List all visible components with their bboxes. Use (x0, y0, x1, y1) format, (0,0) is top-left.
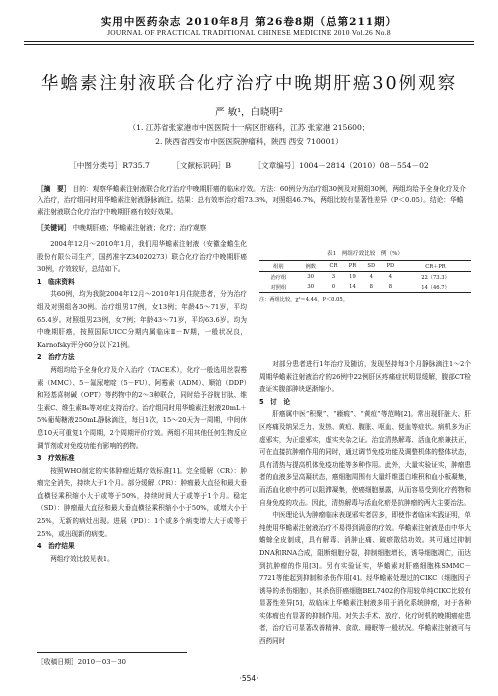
received-date: ［收稿日期］2010－03－30 (37, 652, 187, 666)
paragraph: 2004年12月～2010年1月，我们用华蟾素注射液（安徽金蟾生化股份有限公司生产，国药准字Z34020273）联合化疗治疗中晚期肝癌30例，疗效较好，总结如下。 (37, 240, 247, 274)
table-cell: 14 (349, 284, 356, 290)
table-cell: 30 (307, 284, 315, 290)
table-header-cell: PD (386, 263, 395, 269)
table-cell: 8 (369, 284, 373, 290)
table-note: 注：两组比较，χ²＝4.44，P＜0.05。 (259, 297, 348, 303)
abstract (37, 184, 470, 218)
table-header-cell: SD (367, 263, 376, 269)
table-cell: 对照组 (270, 284, 287, 291)
paragraph: 共60例，均为我院2004年12月～2010年1月住院患者，分为治疗组及对照组各30例。治疗组男17例，女13例；年龄45～71岁，平均65.4岁。对照组男23例，女7例；年龄43～71岁，平均63.6岁。均为中晚期肝癌，按照国际UICC分期内属临床Ⅱ－Ⅳ期，一般状况良，Karnofsky评分60分以下21例。 (37, 290, 247, 349)
section-heading: 1 临床资料 (37, 277, 75, 286)
journal-header-cn: 实用中医药杂志 2010年8月 第26卷8期（总第211期） (100, 16, 398, 28)
table-cell: 8 (388, 284, 393, 290)
paragraph: 按照WHO制定的实体肿瘤近期疗效标准[1]。完全缓解（CR）：肿瘤完全消失，持续大于1个月。部分缓解（PR）：肿瘤最大直径和最大垂直横径乘积缩小大于或等于50%，持续时间大于或等于1个月。稳定（SD）：肿瘤最大直径和最大垂直横径乘积缩小小于50%，或增大小于25%，无新的病灶出现。进展（PD）：1个或多个病变增大大于或等于25%，或出现新的病变。 (37, 466, 247, 538)
section-heading: 4 治疗结果 (37, 542, 75, 551)
table-header-cell: 组别 (273, 263, 284, 270)
affiliation-2: 2. 陕西省西安市中医医院肿瘤科，陕西 西安 710001） (155, 137, 343, 146)
keywords (37, 222, 470, 232)
table-body (259, 272, 471, 293)
table-row (259, 282, 471, 293)
table-header-row (259, 261, 471, 272)
abstract-text: 目的：观察华蟾素注射液联合化疗治疗中晚期肝癌的临床疗效。方法：60例分为治疗组30例及对照组30例，两组均给予全身化疗及介入治疗，治疗组同时用华蟾素注射液静脉滴注。结果：总有效率治疗组73.3%，对照组46.7%，两组比较有显著性差异（P＜0.05）。结论：华蟾素注射液联合化疗治疗中晚期肝癌有较好效果。 (37, 185, 466, 216)
paragraph: 两组均给予全身化疗及介入治疗（TACE术），化疗一般选用丝裂霉素（MMC）、5－氟尿嘧啶（5－FU）、阿霉素（ADM）、顺铂（DDP）和羟基喜树碱（OPT）等药物中的2～3种联合，同时给予谷胱甘肽、维生素C、维生素B₆等对症支持治疗。治疗组同时用华蟾素注射液20mL＋5%葡萄糖液250mL静脉滴注，每日1次，15～20天为一周期，中间休息10天可重复1个周期，2个周期评价疗效。两组不用其他任何生物反应调节剂或对免疫功能有影响的药物。 (37, 365, 247, 450)
table-cell: 治疗组 (270, 274, 287, 281)
clc-number: ［中图分类号］R735.7 (69, 161, 150, 170)
paragraph: 中医理论认为肿瘤临床表现邪实者居多，即使作者临床实践证明，单纯使用华蟾素注射液治疗不易得到满意的疗效。华蟾素注射液是由中华大蟾蜍全皮制成，具有解毒、消肿止痛、破瘀散结功效。其可通过抑制DNA和RNA合成，阻断细胞分裂，抑制细胞增长，诱导细胞凋亡，而达到抗肿瘤的作用[3]。另有实验证实，华蟾素对肝癌细胞株SMMC－7721等能起到抑制和杀伤作用[4]。经华蟾素处理过的CIKC（细胞因子诱导的杀伤细胞），其杀伤肝癌细胞BEL7402的作用较单纯CIKC比较有显著性差异[5]，故临床上华蟾素注射液多用于消化系统肿瘤，对于各种实体瘤也有显著的抑制作用。对失去手术、放疗、化疗时机的晚期癌症患者，治疗后可显著改善精神、食欲、睡眠等一般状况。华蟾素注射液可与西药同时 (259, 511, 471, 646)
table-cell: 4 (388, 274, 393, 280)
table-row (259, 272, 471, 283)
paragraph: 两组疗效比较见表1。 (50, 554, 114, 563)
abstract-label: ［摘 要］ (37, 185, 71, 193)
section-heading: 3 疗效标准 (37, 454, 75, 463)
table-header-cell: 例数 (305, 263, 316, 270)
header-rule-thin (24, 44, 474, 45)
paragraph: 肝癌属中医“积聚”、“癥瘕”、“黄疸”等范畴[2]。常出现肝脏大、肝区疼痛及纳呆乏力、发热、黄疸、腹胀、呕血、便血等症状。病机多为正虚邪实，为正虚邪实，虚实夹杂之证。治宜清热解毒、活血化瘀兼扶正，可在直接抗肿瘤作用的同时，通过调节免疫功能及调整机体的整体状态，具有清热与提高机体免疫功能等多种作用。此外，大量实验证实，肿瘤患者的血液多呈高凝状态，癌细胞周围有大量纤维蛋白堆积和血小板凝集，而活血化瘀中药可以阻滞凝集，使癌细胞暴露，从而容易受到化疗药物和自身免疫的攻击。因此，清热解毒与活血化瘀是抗肿瘤的两大主要治法。 (259, 410, 471, 507)
keywords-text: 中晚期肝癌；华蟾素注射液；化疗；治疗观察 (72, 224, 207, 232)
classification-line (0, 160, 498, 171)
article-title: 华蟾素注射液联合化疗治疗中晚期肝癌30例观察 (40, 74, 458, 94)
table-cell: 19 (349, 274, 356, 280)
table-cell: 22（73.3） (421, 274, 450, 281)
keywords-label: ［关键词］ (37, 224, 71, 232)
affiliation-1: （1. 江苏省张家港市中医医院十一病区肝癌科，江苏 张家港 215600； (128, 123, 370, 132)
right-column (259, 358, 471, 648)
table-header-cell: CR＋PR (425, 263, 446, 270)
paragraph: 对部分患者进行1年治疗及随访，发现坚持每3个月静脉滴注1～2个周期华蟾素注射液治疗的26例中22例肝区疼痛症状明显缓解，腹部CT检查证实腹部肿块逐渐缩小。 (259, 360, 471, 394)
authors: 严 敏¹，白晓明² (215, 107, 283, 118)
section-heading: 5 讨 论 (259, 397, 290, 406)
table-header-cell: PR (348, 263, 357, 269)
table-cell: 3 (331, 274, 336, 280)
left-column (37, 238, 247, 565)
table-header-cell: CR (329, 263, 338, 269)
section-heading: 2 治疗方法 (37, 353, 75, 362)
table-cell: 30 (307, 274, 315, 280)
header-rule (24, 41, 474, 42)
page-number: ·554· (239, 674, 259, 683)
results-table (259, 249, 471, 303)
table-cell: 14（46.7） (421, 284, 450, 291)
article-number: ［文章编号］1004－2814（2010）08－554－02 (253, 161, 429, 170)
journal-header-en: JOURNAL OF PRACTICAL TRADITIONAL CHINESE MEDICINE 2010 Vol.26 No.8 (107, 28, 391, 37)
table-caption: 表1 两组疗效比较 例（%） (327, 251, 403, 257)
document-code: ［文献标识码］B (172, 161, 232, 170)
table-cell: 0 (331, 284, 336, 290)
table-cell: 4 (369, 274, 373, 280)
